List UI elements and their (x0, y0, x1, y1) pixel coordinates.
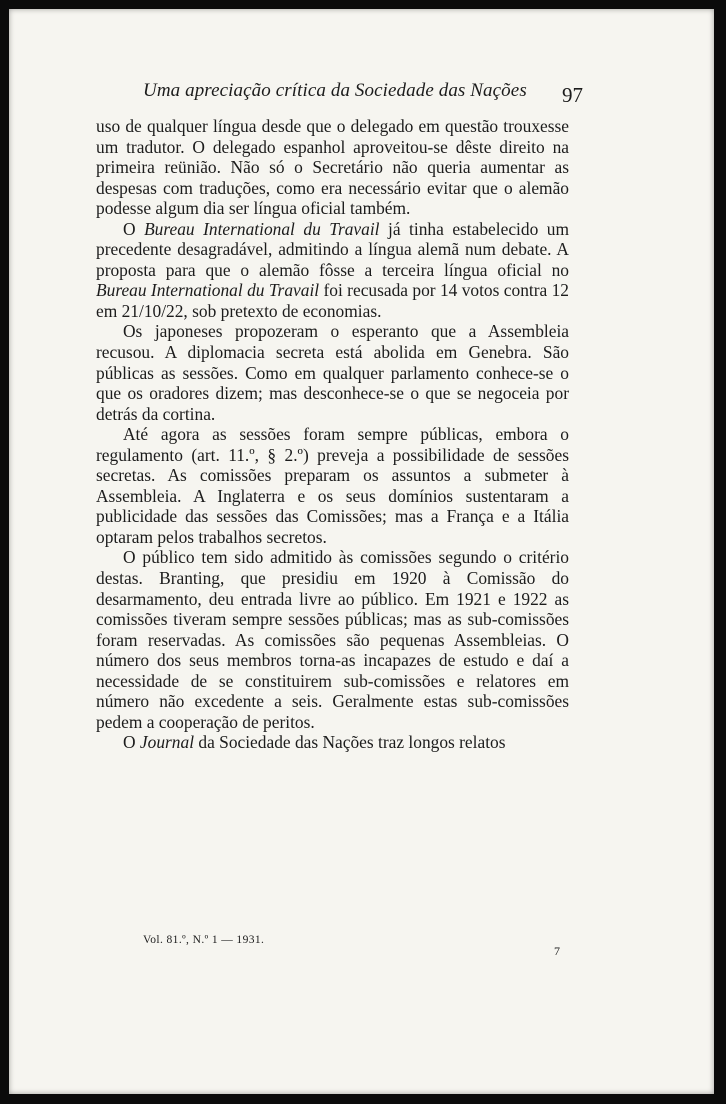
paragraph-6 (96, 732, 569, 753)
paragraph-2 (96, 219, 569, 322)
paragraph-6-text-a: O (123, 732, 140, 753)
paragraph-6-text-b: da Sociedade das Nações traz longos relatos (194, 732, 506, 753)
paragraph-1-text: uso de qualquer língua desde que o delegado em questão trouxesse um tradutor. O delegado espanhol aproveitou-se dêste direito na primeira reünião. Não só o Secretário não queria aumentar as despesas com traduções, como era necessário evitar que o alemão podesse algum dia ser língua oficial também. (96, 116, 569, 219)
running-title: Uma apreciação crítica da Sociedade das Nações (143, 80, 527, 101)
paragraph-3-text: Os japoneses propozeram o esperanto que a Assembleia recusou. A diplomacia secreta está abolida em Genebra. São públicas as sessões. Como em qualquer parlamento conhece-se o que os oradores dizem; mas desconhece-se o que se negoceia por detrás da cortina. (96, 321, 569, 424)
paragraph-5 (96, 547, 569, 732)
paragraph-3 (96, 321, 569, 424)
page-footer (143, 934, 573, 958)
paragraph-2-text-c: foi recusada por 14 votos contra 12 em 21/10/22, sob pretexto de economias. (96, 280, 569, 321)
paragraph-2-text-a: O (123, 218, 145, 239)
page-header (143, 75, 583, 105)
paragraph-1 (96, 116, 569, 219)
signature-mark: 7 (554, 944, 560, 958)
paragraph-4 (96, 424, 569, 547)
paragraph-5-text: O público tem sido admitido às comissões segundo o critério destas. Branting, que presidiu em 1920 à Comissão do desarmamento, deu entrada livre ao público. Em 1921 e 1922 as comissões tiveram sempre sessões públicas; mas as sub-comissões foram reservadas. As comissões são pequenas Assembleias. O número dos seus membros torna-as incapazes de estudo e daí a necessidade de se constituirem sub-comissões e relatores em número não excedente a seis. Geralmente estas sub-comissões pedem a cooperação de peritos. (96, 547, 569, 732)
paragraph-6-italic: Journal (139, 732, 195, 753)
body-text (96, 116, 569, 753)
paragraph-2-italic-2: Bureau International du Travail (96, 280, 320, 301)
footer-citation: Vol. 81.º, N.º 1 — 1931. (143, 934, 265, 946)
paragraph-4-text: Até agora as sessões foram sempre públicas, embora o regulamento (art. 11.º, § 2.º) preveja a possibilidade de sessões secretas. As comissões preparam os assuntos a submeter à Assembleia. A Inglaterra e os seus domínios sustentaram a publicidade das sessões das Comissões; mas a França e a Itália optaram pelos trabalhos secretos. (96, 424, 569, 547)
paragraph-2-italic-1: Bureau International du Travail (144, 218, 380, 239)
book-page (9, 9, 714, 1094)
page-number: 97 (562, 83, 583, 107)
paragraph-2-text-b: já tinha estabelecido um precedente desagradável, admitindo a língua alemã num debate. A proposta para que o alemão fôsse a terceira língua oficial no (96, 218, 569, 280)
